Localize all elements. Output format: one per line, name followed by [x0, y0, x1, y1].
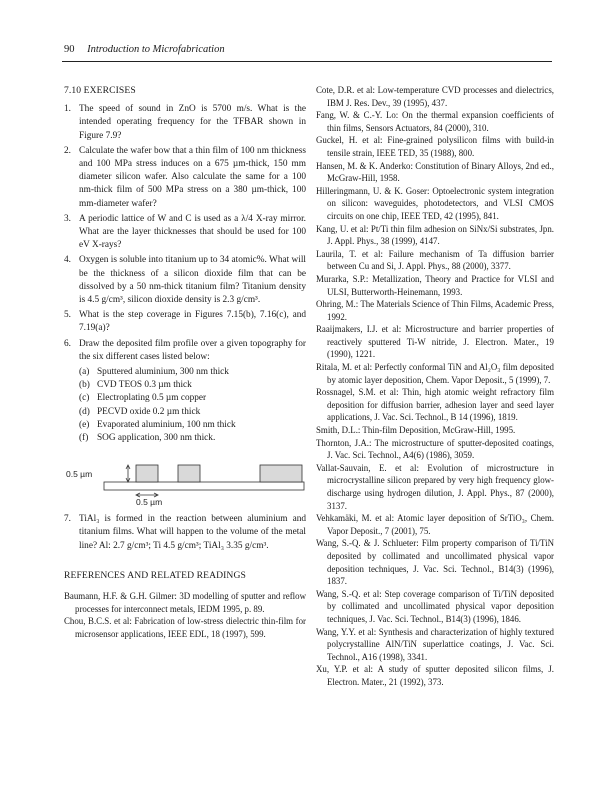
exercise-text: A periodic lattice of W and C is used as a λ/4 X-ray mirror. What are the layer thicknesses that should be used for 100 eV X-rays?: [79, 213, 306, 251]
sublist-text: Electroplating 0.5 µm copper: [97, 393, 207, 404]
exercise-item: [64, 145, 306, 211]
exercise-number: 7.: [64, 514, 71, 525]
sublist-item: [79, 406, 306, 419]
exercise-text: TiAl₃ is formed in the reaction between aluminium and titanium films. What will happen to the volume of the metal line? Al: 2.7 g/cm³; Ti 4.5 g/cm³; TiAl₃ 3.35 g/cm³.: [79, 514, 306, 551]
reference-entry: Laurila, T. et al: Failure mechanism of Ta diffusion barrier between Cu and Si, J. Appl. Phys., 88 (2000), 3377.: [316, 248, 554, 272]
right-column: [316, 84, 554, 689]
reference-entry: Smith, D.L.: Thin-film Deposition, McGraw-Hill, 1995.: [316, 425, 516, 436]
exercise-item: [64, 513, 306, 553]
reference-entry: Cote, D.R. et al: Low-temperature CVD processes and dielectrics, IBM J. Res. Dev., 39 (1995), 437.: [316, 85, 554, 108]
reference-entry: Murarka, S.P.: Metallization, Theory and Practice for VLSI and ULSI, Butterworth-Heinemann, 1993.: [316, 273, 554, 297]
reference-entry: Thornton, J.A.: The microstructure of sputter-deposited coatings, J. Vac. Sci. Technol., A4(6) (1986), 3059.: [316, 437, 554, 461]
exercise-number: 4.: [64, 255, 71, 266]
substrate: [104, 482, 304, 490]
reference-entry: Wang, Y.Y. et al: Synthesis and characterization of highly textured polycrystalline AlN/TiN superlattice coatings, J. Vac. Sci. Technol., A16 (1998), 3341.: [316, 626, 554, 662]
reference-entry: Chou, B.C.S. et al: Fabrication of low-stress dielectric thin-film for microsensor applications, IEEE EDL, 18 (1997), 599.: [64, 616, 306, 639]
sublist-text: CVD TEOS 0.3 µm thick: [97, 380, 192, 391]
sublist-item: [79, 419, 306, 432]
reference-entry: Wang, S.-Q. & J. Schlueter: Film property comparison of Ti/TiN deposited by collimated and uncollimated physical vapor deposition techniques, J. Vac. Sci. Technol., B14(3) (1996), 1837.: [316, 538, 554, 587]
sublist-text: Evaporated aluminium, 100 nm thick: [97, 419, 236, 430]
reference-entry: Raaijmakers, I.J. et al: Microstructure and barrier properties of reactively sputtered Ti-W nitride, J. Electron. Mater., 19 (1990), 1221.: [316, 324, 554, 360]
sublist-letter: (e): [79, 419, 90, 430]
exercise-number: 6.: [64, 338, 71, 349]
reference-entry: Ohring, M.: The Materials Science of Thin Films, Academic Press, 1992.: [316, 299, 554, 322]
left-column: [64, 84, 306, 640]
sublist-letter: (c): [79, 393, 90, 404]
sublist-letter: (a): [79, 367, 90, 378]
reference-entry: Rossnagel, S.M. et al: Thin, high atomic weight refractory film deposition for diffusion barrier, adhesion layer and seed layer applications, J. Vac. Sci. Technol., B 14 (1996), 1819.: [316, 387, 554, 423]
reference-entry: Wang, S.-Q. et al: Step coverage comparison of Ti/TiN deposited by collimated and uncollimated physical vapor deposition techniques, J. Vac. Sci. Technol., B14(3) (1996), 1846.: [316, 588, 554, 624]
sublist-text: PECVD oxide 0.2 µm thick: [97, 406, 201, 417]
exercise-item: [64, 254, 306, 307]
exercise-number: 1.: [64, 104, 71, 115]
sublist-letter: (d): [79, 406, 90, 417]
reference-entry: Vallat-Sauvain, E. et al: Evolution of microstructure in microcrystalline silicon prepared by very high frequency glow-discharge using hydrogen dilution, J. Appl. Phys., 87 (2000), 3137.: [316, 462, 554, 511]
reference-entry: Xu, Y.P. et al: A study of sputter deposited silicon films, J. Electron. Mater., 21 (1992), 373.: [316, 664, 554, 687]
exercise-number: 5.: [64, 310, 71, 321]
feature-block: [260, 465, 302, 482]
reference-entry: Ritala, M. et al: Perfectly conformal TiN and Al₂O₃ film deposited by atomic layer deposition, Chem. Vapor Deposit., 5 (1999), 7.: [316, 362, 554, 385]
exercise-text: Draw the deposited film profile over a given topography for the six different cases listed below:: [79, 338, 306, 362]
references-heading: REFERENCES AND RELATED READINGS: [64, 569, 246, 581]
running-title: Introduction to Microfabrication: [87, 44, 225, 55]
feature-block: [178, 465, 200, 482]
sublist-letter: (f): [79, 433, 89, 444]
reference-entry: Vehkamäki, M. et al: Atomic layer deposition of SrTiO₃, Chem. Vapor Deposit., 7 (2001), 75.: [316, 513, 554, 536]
reference-entry: Hansen, M. & K. Anderko: Constitution of Binary Alloys, 2nd ed., McGraw-Hill, 1958.: [316, 160, 554, 184]
exercise-item: [64, 309, 306, 335]
height-label: 0.5 µm: [66, 469, 93, 480]
exercise-item: [64, 338, 306, 364]
reference-entry: Fang, W. & C.-Y. Lo: On the thermal expansion coefficients of thin films, Sensors Actuators, 84 (2000), 310.: [316, 110, 554, 133]
topography-figure: [64, 451, 306, 507]
exercise-text: Oxygen is soluble into titanium up to 34 atomic%. What will be the thickness of a silicon dioxide film that can be dissolved by a 50 nm-thick titanium film? Titanium density is 4.5 g/cm³, silicon dioxide density is 2.3 g/cm³.: [79, 255, 306, 306]
width-label: 0.5 µm: [136, 497, 163, 508]
exercise-number: 2.: [64, 145, 71, 156]
header-rule: [62, 61, 552, 62]
sublist-text: Sputtered aluminium, 300 nm thick: [97, 367, 229, 378]
reference-entry: Baumann, H.F. & G.H. Gilmer: 3D modelling of sputter and reflow processes for interconnect metals, IEDM 1995, p. 89.: [64, 591, 306, 614]
exercise-text: The speed of sound in ZnO is 5700 m/s. What is the intended operating frequency for the TFBAR shown in Figure 7.9?: [79, 104, 306, 141]
exercises-heading: 7.10 EXERCISES: [64, 85, 136, 96]
page-number: 90: [64, 44, 75, 55]
sublist-item: [79, 379, 306, 392]
reference-entry: Hilleringmann, U. & K. Goser: Optoelectronic system integration on silicon: waveguides, photodetectors, and VLSI CMOS circuits on one chip, IEEE TED, 42 (1995), 841.: [316, 185, 554, 221]
sublist-item: [79, 392, 306, 405]
exercise-item: [64, 103, 306, 143]
exercise-text: What is the step coverage in Figures 7.15(b), 7.16(c), and 7.19(a)?: [79, 310, 306, 334]
sublist-letter: (b): [79, 380, 90, 391]
exercise-text: Calculate the wafer bow that a thin film of 100 nm thickness and 100 MPa stress induces on a 675 µm-thick, 150 mm diameter silicon wafer. Also calculate the same for a 100 nm-thick film of 500 MPa stress on a 380 µm-thick, 100 mm-diameter wafer?: [79, 145, 306, 209]
sublist-item: [79, 432, 306, 445]
exercise-item: [64, 213, 306, 253]
sublist-text: SOG application, 300 nm thick.: [97, 433, 216, 444]
topography-diagram: [64, 451, 306, 507]
exercise-number: 3.: [64, 213, 71, 224]
reference-entry: Guckel, H. et al: Fine-grained polysilicon films with build-in tensile strain, IEEE TED, 35 (1988), 800.: [316, 135, 554, 158]
page-header: [64, 44, 225, 55]
exercise-sublist: [79, 366, 306, 445]
reference-entry: Kang, U. et al: Pt/Ti thin film adhesion on SiNx/Si substrates, Jpn. J. Appl. Phys., 38 (1999), 4147.: [316, 223, 554, 247]
feature-block: [136, 465, 158, 482]
sublist-item: [79, 366, 306, 379]
